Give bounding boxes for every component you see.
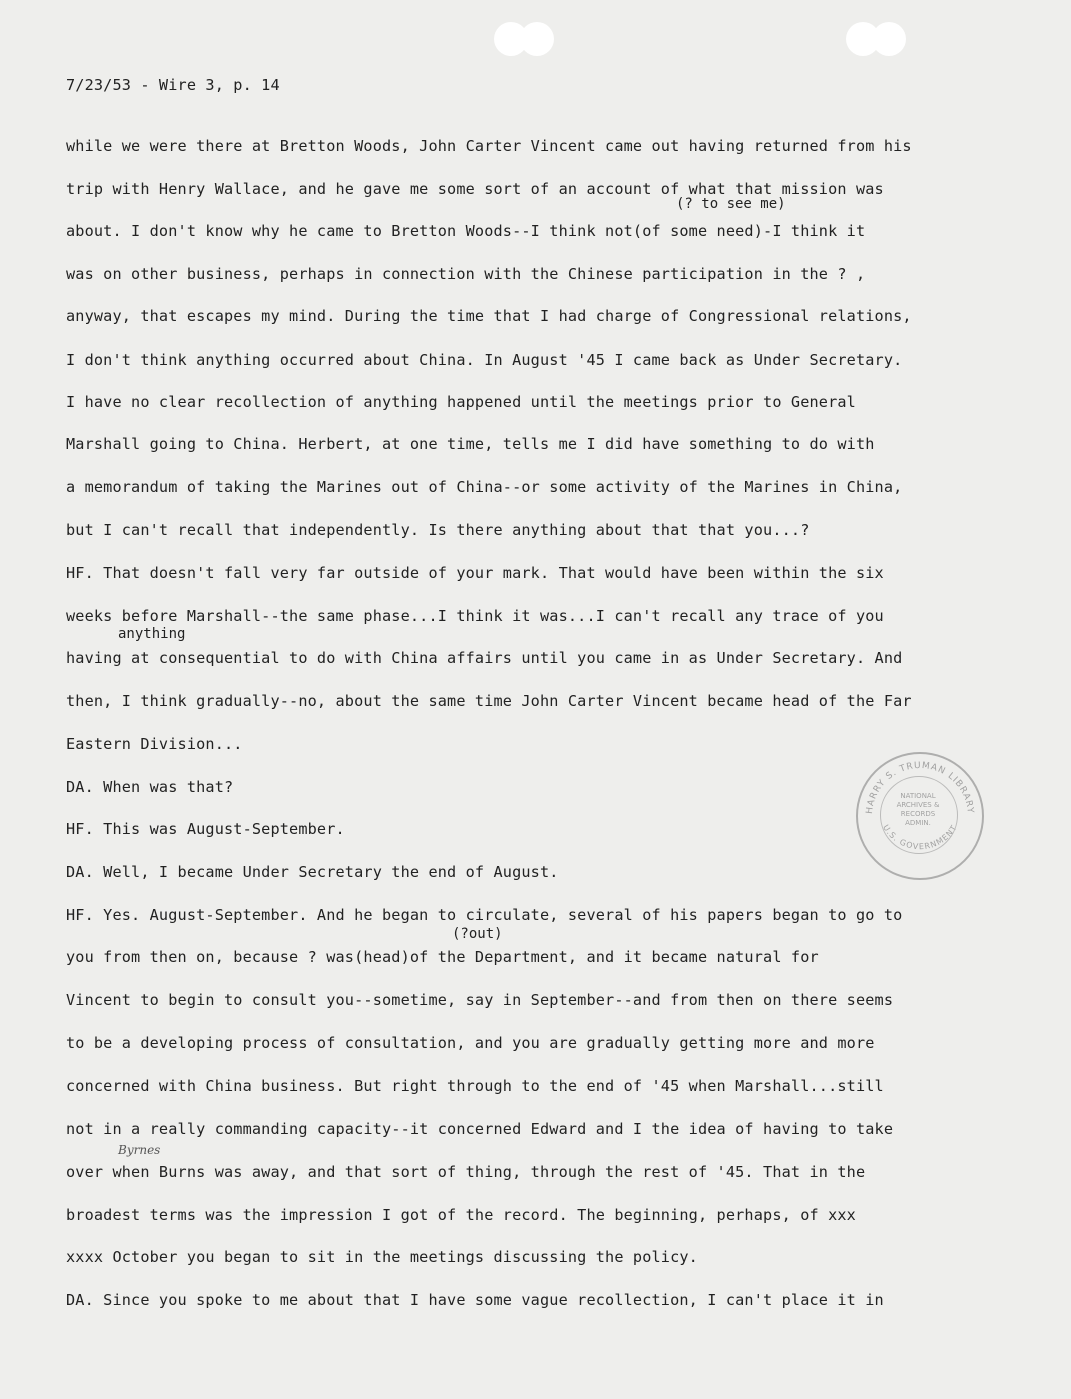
text-line: while we were there at Bretton Woods, John Carter Vincent came out having returned from his [66, 137, 912, 155]
text-line: DA. When was that? [66, 778, 234, 796]
text-line: DA. Well, I became Under Secretary the end of August. [66, 863, 559, 881]
text-line: a memorandum of taking the Marines out of China--or some activity of the Marines in China, [66, 478, 903, 496]
text-line: not in a really commanding capacity--it concerned Edward and I the idea of having to take [66, 1120, 894, 1138]
punch-hole [872, 22, 906, 56]
text-line: you from then on, because ? was(head)of the Department, and it became natural for [66, 948, 819, 966]
text-line: Vincent to begin to consult you--sometime, say in September--and from then on there seems [66, 991, 894, 1009]
text-line: DA. Since you spoke to me about that I have some vague recollection, I can't place it in [66, 1291, 884, 1309]
text-line: to be a developing process of consultation, and you are gradually getting more and more [66, 1034, 875, 1052]
library-stamp [856, 752, 984, 880]
text-line: xxxx October you began to sit in the meetings discussing the policy. [66, 1248, 698, 1266]
text-line: trip with Henry Wallace, and he gave me some sort of an account of what that mission was [66, 180, 884, 198]
text-line: having at consequential to do with China affairs until you came in as Under Secretary. And [66, 649, 903, 667]
punch-hole [520, 22, 554, 56]
text-line: was on other business, perhaps in connection with the Chinese participation in the ? , [66, 265, 866, 283]
text-line: I don't think anything occurred about China. In August '45 I came back as Under Secretary. [66, 351, 903, 369]
page-header: 7/23/53 - Wire 3, p. 14 [66, 76, 280, 94]
text-line: HF. This was August-September. [66, 820, 345, 838]
text-line: Eastern Division... [66, 735, 243, 753]
interlinear-note: (?out) [452, 926, 503, 942]
text-line: I have no clear recollection of anything happened until the meetings prior to General [66, 393, 856, 411]
interlinear-note: anything [118, 626, 186, 642]
text-line: HF. Yes. August-September. And he began to circulate, several of his papers began to go to [66, 906, 903, 924]
stamp-center-text: NATIONAL ARCHIVES & RECORDS ADMIN. [896, 792, 940, 827]
text-line: about. I don't know why he came to Bretton Woods--I think not(of some need)-I think it [66, 222, 866, 240]
handwritten-note: Byrnes [118, 1143, 161, 1157]
text-line: concerned with China business. But right through to the end of '45 when Marshall...still [66, 1077, 884, 1095]
text-line: Marshall going to China. Herbert, at one time, tells me I did have something to do with [66, 435, 875, 453]
text-line: over when Burns was away, and that sort of thing, through the rest of '45. That in the [66, 1163, 866, 1181]
interlinear-note: (? to see me) [676, 196, 786, 212]
text-line: then, I think gradually--no, about the same time John Carter Vincent became head of the Far [66, 692, 912, 710]
text-line: HF. That doesn't fall very far outside of your mark. That would have been within the six [66, 564, 884, 582]
text-line: weeks before Marshall--the same phase...I think it was...I can't recall any trace of you [66, 607, 884, 625]
stamp-bottom-text: U.S. GOVERNMENT [881, 823, 959, 852]
text-line: anyway, that escapes my mind. During the time that I had charge of Congressional relations, [66, 307, 912, 325]
text-line: broadest terms was the impression I got of the record. The beginning, perhaps, of xxx [66, 1206, 856, 1224]
stamp-ring-text: HARRY S. TRUMAN LIBRARY [864, 760, 976, 815]
text-line: but I can't recall that independently. Is there anything about that that you...? [66, 521, 810, 539]
